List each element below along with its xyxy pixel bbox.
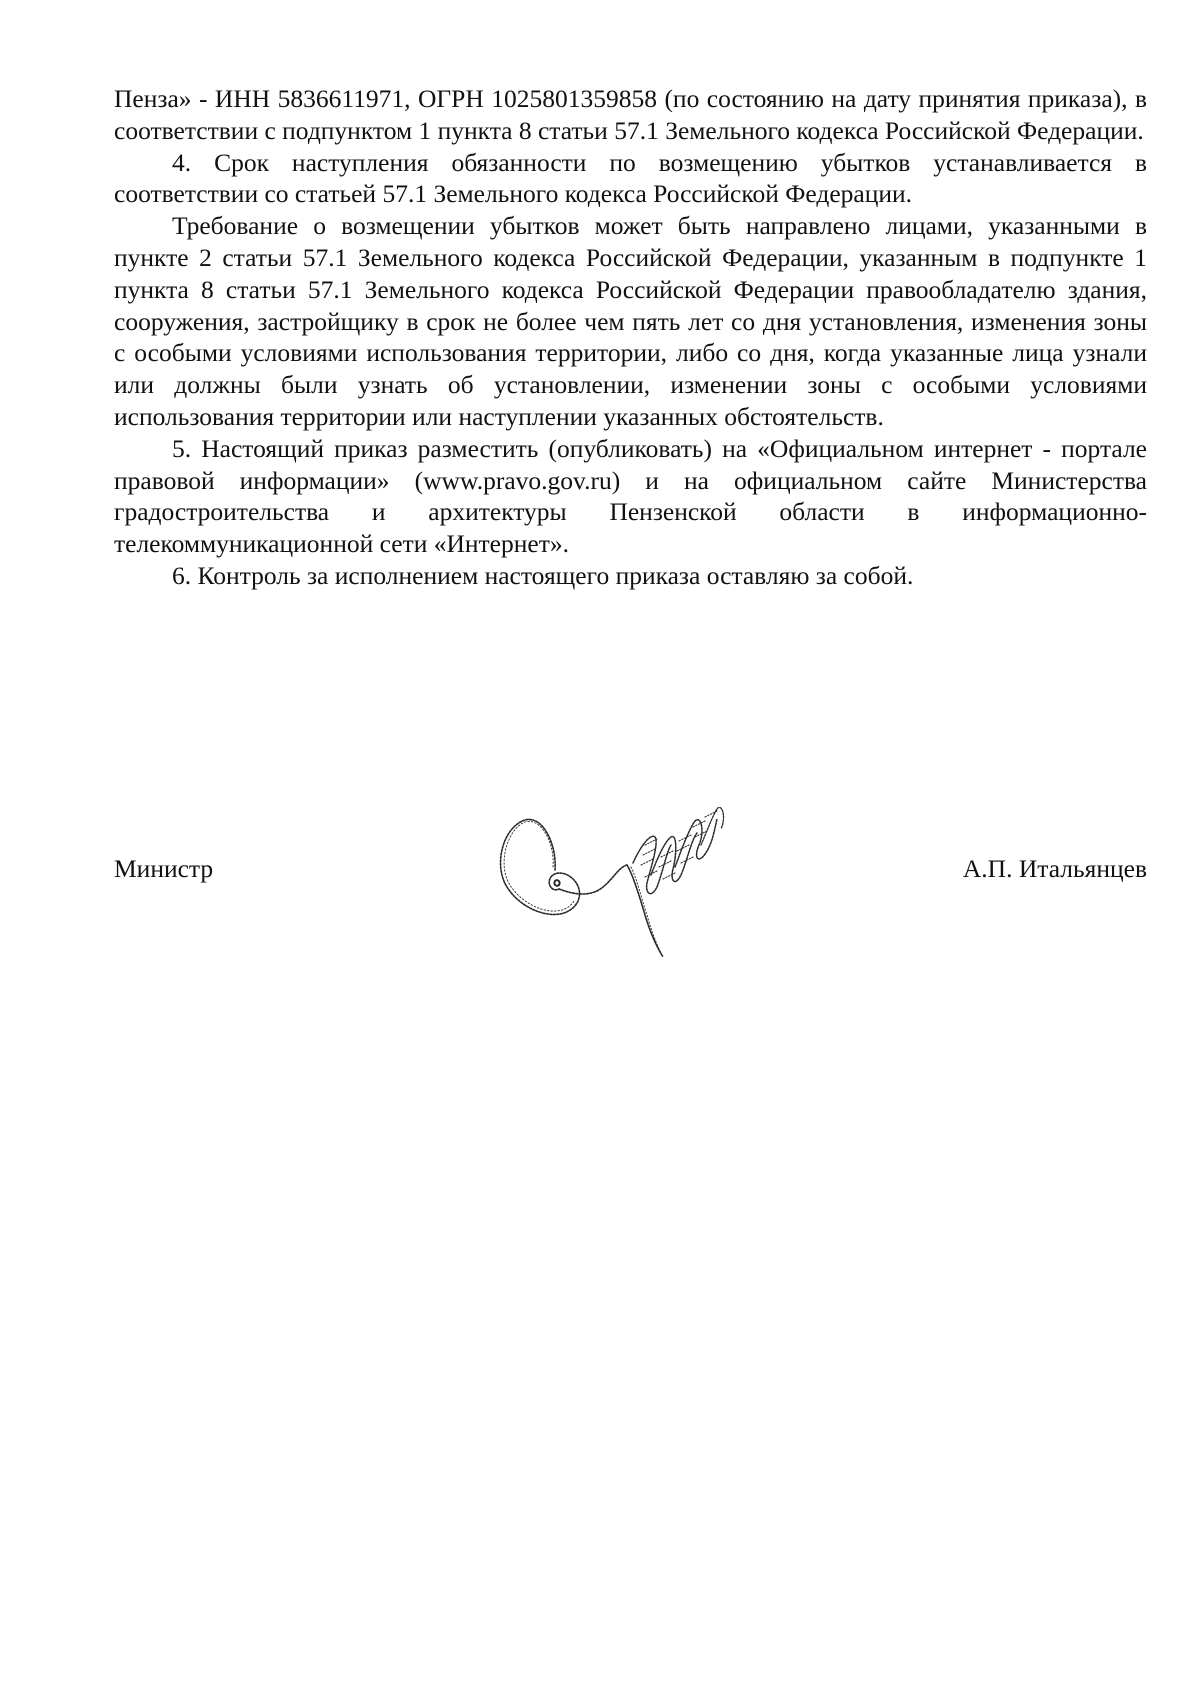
paragraph-claim-requirement: Требование о возмещении убытков может быть направлено лицами, указанными в пункте 2 статьи 57.1 Земельного кодекса Российской Федерации, указанным в подпункте 1 пункта 8 статьи 57.1 Земельного кодекса Российской Федерации правообладателю здания, сооружения, застройщику в срок не более чем пять лет со дня установления, изменения зоны с особыми условиями использования территории, либо со дня, когда указанные лица узнали или должны были узнать об установлении, изменении зоны с особыми условиями использования территории или наступлении указанных обстоятельств. [114,211,1147,431]
paragraph-item-6: 6. Контроль за исполнением настоящего приказа оставляю за собой. [172,560,914,590]
paragraph-item-4: 4. Срок наступления обязанности по возмещению убытков устанавливается в соответствии со статьей 57.1 Земельного кодекса Российской Федерации. [114,147,1147,209]
paragraph-continuation: Пенза» - ИНН 5836611971, ОГРН 1025801359858 (по состоянию на дату принятия приказа), в соответствии с подпунктом 1 пункта 8 статьи 57.1 Земельного кодекса Российской Федерации. [114,84,1147,145]
signer-name: А.П. Итальянцев [962,854,1147,883]
signer-title: Министр [114,854,214,883]
paragraph-item-5: 5. Настоящий приказ разместить (опубликовать) на «Официальном интернет - портале правовой информации» (www.pravo.gov.ru) и на официальном сайте Министерства градостроительства и архитектуры Пензенской области в информационно-телекоммуникационной сети «Интернет». [114,433,1147,559]
document-body [114,83,1147,592]
handwritten-signature [495,775,765,960]
